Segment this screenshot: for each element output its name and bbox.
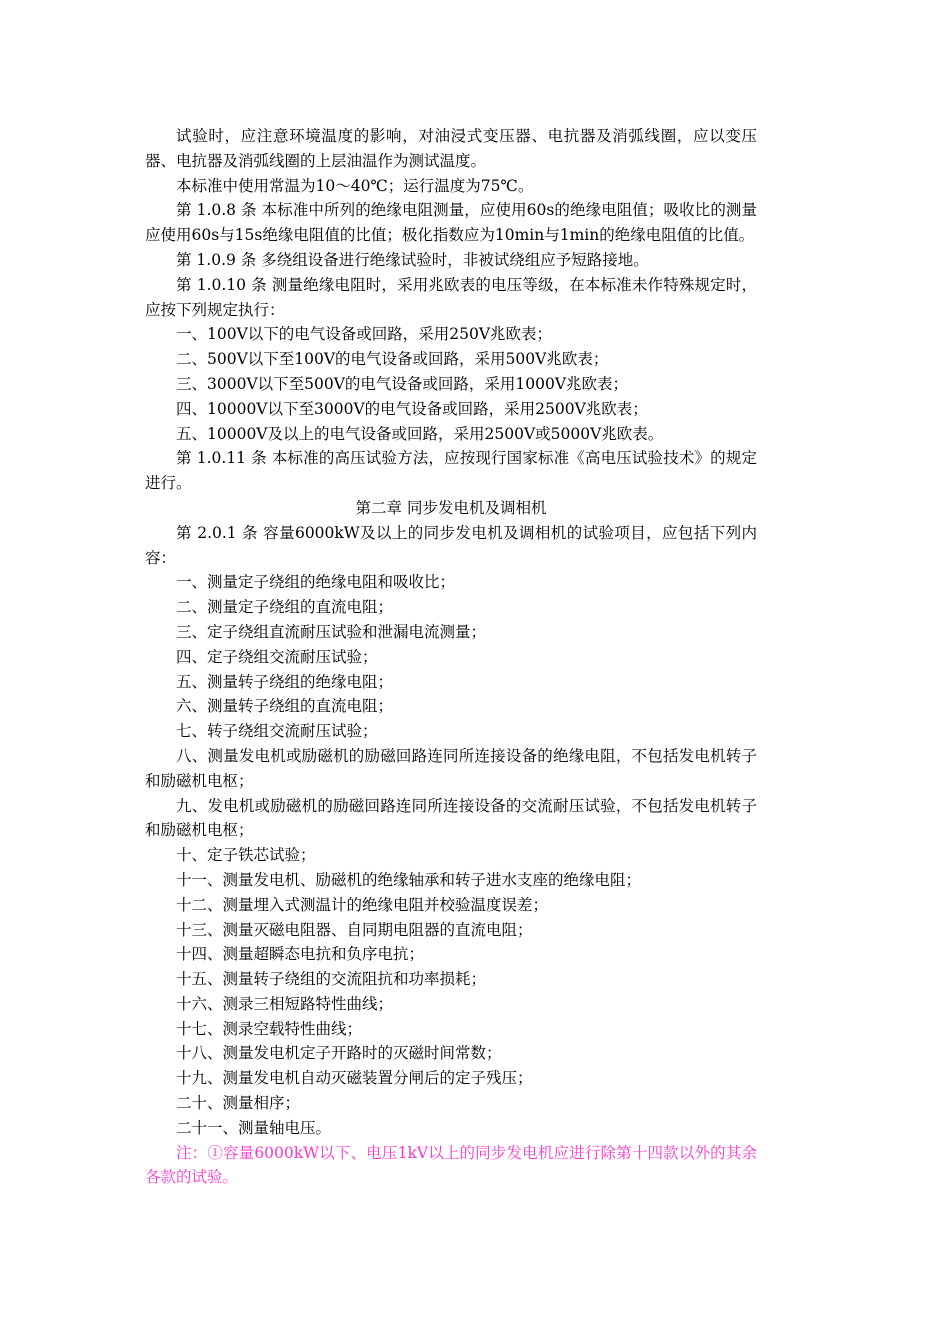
list-item: 十六、测录三相短路特性曲线； (176, 994, 394, 1013)
list-item: 九、发电机或励磁机的励磁回路连同所连接设备的交流耐压试验，不包括发电机转子和励磁机电枢； (145, 796, 757, 840)
list-item: 五、测量转子绕组的绝缘电阻； (176, 672, 394, 691)
list-item: 十七、测录空载特性曲线； (176, 1019, 363, 1038)
list-item: 二、500V以下至100V的电气设备或回路，采用500V兆欧表； (176, 350, 609, 369)
list-item: 三、定子绕组直流耐压试验和泄漏电流测量； (176, 622, 487, 641)
list-item: 六、测量转子绕组的直流电阻； (176, 697, 394, 716)
clause-1-0-11: 第 1.0.11 条 本标准的高压试验方法，应按现行国家标准《高电压试验技术》的规定进行。 (145, 449, 757, 493)
list-item: 八、测量发电机或励磁机的励磁回路连同所连接设备的绝缘电阻，不包括发电机转子和励磁机电枢； (145, 746, 757, 790)
clause-1-0-10: 第 1.0.10 条 测量绝缘电阻时，采用兆欧表的电压等级，在本标准未作特殊规定时，应按下列规定执行： (145, 275, 757, 319)
list-item: 十四、测量超瞬态电抗和负序电抗； (176, 945, 425, 964)
list-item: 四、定子绕组交流耐压试验； (176, 647, 378, 666)
list-item: 二十、测量相序； (176, 1094, 301, 1113)
list-item: 一、测量定子绕组的绝缘电阻和吸收比； (176, 573, 456, 592)
paragraph: 本标准中使用常温为10～40℃；运行温度为75℃。 (176, 176, 534, 195)
list-item: 二十一、测量轴电压。 (176, 1118, 332, 1137)
list-item: 二、测量定子绕组的直流电阻； (176, 598, 394, 617)
paragraph: 试验时，应注意环境温度的影响，对油浸式变压器、电抗器及消弧线圈，应以变压器、电抗器及消弧线圈的上层油温作为测试温度。 (145, 127, 757, 170)
note-paragraph: 注：①容量6000kW以下、电压1kV以上的同步发电机应进行除第十四款以外的其余各款的试验。 (145, 1143, 757, 1187)
chapter-heading: 第二章 同步发电机及调相机 (355, 498, 547, 517)
list-item: 三、3000V以下至500V的电气设备或回路，采用1000V兆欧表； (176, 374, 629, 393)
clause-1-0-9: 第 1.0.9 条 多绕组设备进行绝缘试验时，非被试绕组应予短路接地。 (176, 250, 649, 269)
list-item: 十二、测量埋入式测温计的绝缘电阻并校验温度误差； (176, 895, 549, 914)
list-item: 十三、测量灭磁电阻器、自同期电阻器的直流电阻； (176, 920, 533, 939)
list-item: 十五、测量转子绕组的交流阻抗和功率损耗； (176, 970, 487, 989)
list-item: 十八、测量发电机定子开路时的灭磁时间常数； (176, 1044, 502, 1063)
list-item: 十、定子铁芯试验； (176, 846, 316, 865)
list-item: 十九、测量发电机自动灭磁装置分闸后的定子残压； (176, 1069, 533, 1088)
list-item: 一、100V以下的电气设备或回路，采用250V兆欧表； (176, 325, 553, 344)
clause-1-0-8: 第 1.0.8 条 本标准中所列的绝缘电阻测量，应使用60s的绝缘电阻值；吸收比的测量应使用60s与15s绝缘电阻值的比值；极化指数应为10min与1min的绝缘电阻值的比值。 (145, 201, 757, 245)
document-body (145, 124, 757, 1190)
clause-2-0-1: 第 2.0.1 条 容量6000kW及以上的同步发电机及调相机的试验项目，应包括下列内容： (145, 523, 757, 567)
list-item: 七、转子绕组交流耐压试验； (176, 722, 378, 741)
list-item: 五、10000V及以上的电气设备或回路，采用2500V或5000V兆欧表。 (176, 424, 664, 443)
list-item: 四、10000V以下至3000V的电气设备或回路，采用2500V兆欧表； (176, 399, 648, 418)
list-item: 十一、测量发电机、励磁机的绝缘轴承和转子进水支座的绝缘电阻； (176, 870, 642, 889)
